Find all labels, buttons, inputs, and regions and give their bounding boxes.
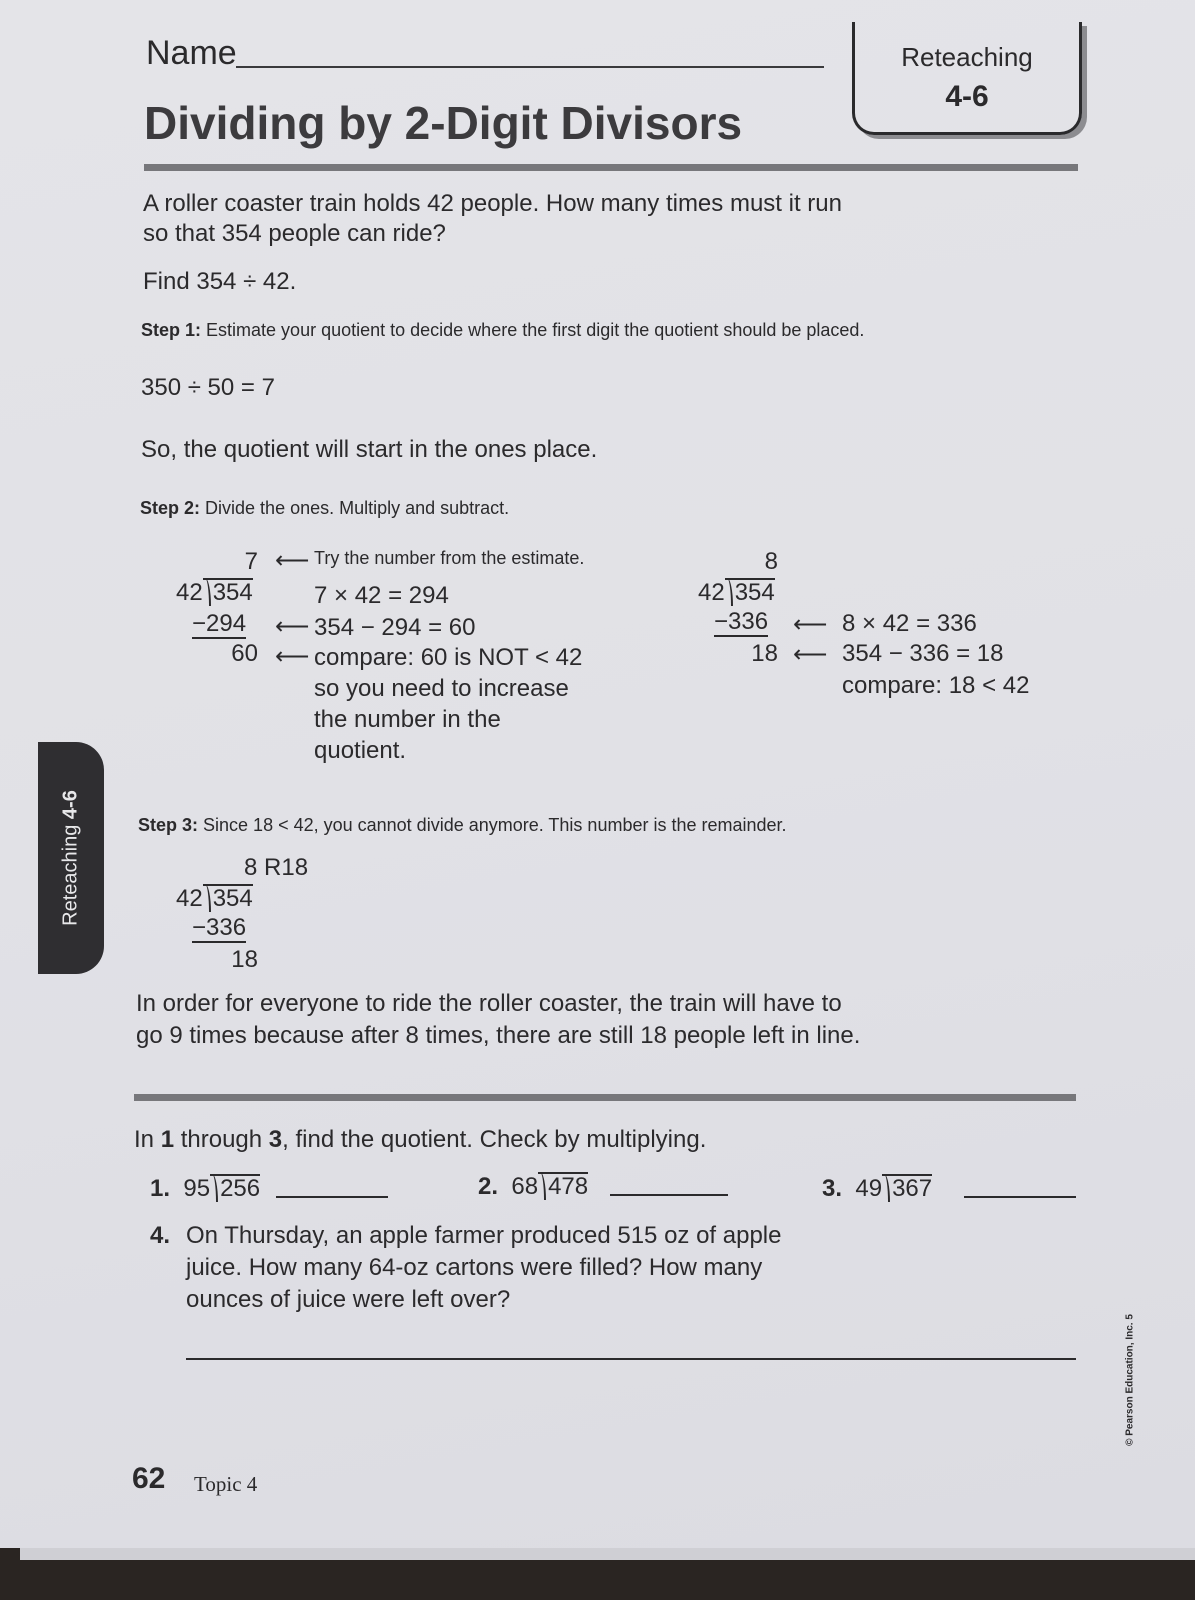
step3-label: Step 3: — [138, 815, 199, 835]
step1-instruction: Estimate your quotient to decide where the first digit the quotient should be placed. — [206, 320, 865, 340]
name-field-line[interactable] — [236, 66, 824, 68]
find-expression: Find 354 ÷ 42. — [143, 268, 297, 295]
side-tab-number: 4-6 — [59, 790, 82, 820]
side-tab-text: Reteaching — [59, 819, 82, 926]
instruction-text: In — [134, 1126, 161, 1153]
arrow-icon: ⟵ — [275, 613, 310, 640]
step2-left-subtract — [192, 610, 246, 638]
side-tab — [38, 742, 104, 974]
step1-text — [141, 320, 864, 341]
badge-label: Reteaching — [901, 42, 1033, 72]
divisor: 42 — [176, 579, 203, 606]
exercise-number: 1. — [150, 1175, 171, 1202]
arrow-icon: ⟵ — [793, 611, 828, 638]
divisor: 49 — [855, 1175, 883, 1202]
step2-right-division — [698, 578, 775, 607]
step1-estimate: 350 ÷ 50 = 7 — [141, 374, 275, 401]
exercise-2 — [478, 1172, 588, 1201]
compare-line-1: compare: 60 is NOT < 42 — [314, 644, 583, 671]
step2-left-remainder: 60 — [231, 640, 258, 667]
side-tab-label — [60, 790, 83, 926]
intro-line-1: A roller coaster train holds 42 people. How many times must it run — [143, 190, 842, 217]
dividend: 256 — [210, 1174, 260, 1202]
arrow-icon: ⟵ — [793, 641, 828, 668]
arrow-icon: ⟵ — [275, 547, 310, 574]
step3-instruction: Since 18 < 42, you cannot divide anymore. This number is the remainder. — [203, 815, 787, 835]
topic-label: Topic 4 — [194, 1472, 258, 1496]
step2-text — [140, 498, 509, 519]
answer-line-3[interactable] — [964, 1196, 1076, 1198]
page-title: Dividing by 2-Digit Divisors — [144, 97, 743, 149]
step2-right-compare: compare: 18 < 42 — [842, 672, 1030, 699]
step2-right-subtract — [714, 608, 768, 636]
step3-remainder: 18 — [231, 946, 258, 973]
page-number: 62 — [132, 1462, 166, 1495]
exercise-1 — [150, 1174, 260, 1203]
exercise-divider — [134, 1094, 1076, 1101]
step2-right-remainder-note: 354 − 336 = 18 — [842, 640, 1004, 667]
instruction-number: 1 — [160, 1126, 175, 1153]
divisor: 42 — [698, 579, 725, 606]
step2-try-note: Try the number from the estimate. — [314, 548, 585, 568]
word-problem-line-2: juice. How many 64-oz cartons were filled? How many — [186, 1254, 763, 1281]
step1-label: Step 1: — [141, 320, 202, 340]
compare-line-4: quotient. — [314, 737, 407, 764]
step1-conclusion: So, the quotient will start in the ones place. — [141, 436, 598, 463]
subtract-value: −294 — [192, 610, 247, 637]
divisor: 95 — [183, 1175, 211, 1202]
instruction-text: , find the quotient. Check by multiplying. — [282, 1126, 707, 1153]
divisor: 42 — [176, 885, 203, 912]
dividend: 354 — [203, 578, 253, 606]
step2-right-subtract-note: 8 × 42 = 336 — [842, 610, 977, 637]
compare-line-3: the number in the — [314, 706, 501, 733]
arrow-icon: ⟵ — [275, 643, 310, 670]
instruction-number: 3 — [268, 1126, 283, 1153]
answer-line-4[interactable] — [186, 1358, 1076, 1360]
word-problem-line-1: On Thursday, an apple farmer produced 515 oz of apple — [186, 1222, 782, 1249]
answer-line-2[interactable] — [610, 1194, 728, 1196]
step3-division — [176, 884, 253, 913]
step2-product-line: 7 × 42 = 294 — [314, 582, 449, 609]
word-problem-line-3: ounces of juice were left over? — [186, 1286, 511, 1313]
name-label: Name — [146, 34, 237, 72]
dividend: 354 — [203, 884, 253, 912]
step2-instruction: Divide the ones. Multiply and subtract. — [205, 498, 510, 518]
step2-left-division — [176, 578, 253, 607]
step2-right-remainder: 18 — [751, 640, 778, 667]
instruction-text: through — [174, 1126, 269, 1153]
exercise-3 — [822, 1174, 932, 1203]
subtract-value: −336 — [714, 608, 769, 635]
dividend: 478 — [538, 1172, 588, 1200]
step3-text — [138, 815, 787, 836]
intro-line-2: so that 354 people can ride? — [143, 220, 446, 247]
step3-quotient: 8 R18 — [244, 854, 309, 881]
header-divider — [144, 164, 1078, 171]
exercise-instruction — [134, 1126, 706, 1154]
exercise-number: 3. — [822, 1175, 843, 1202]
answer-line-1[interactable] — [276, 1196, 388, 1198]
exercise-number: 2. — [478, 1173, 499, 1200]
step2-left-quotient: 7 — [244, 548, 258, 575]
step2-right-quotient: 8 — [764, 548, 778, 575]
lesson-badge — [852, 22, 1082, 135]
exercise-4-number: 4. — [150, 1222, 171, 1249]
step2-label: Step 2: — [140, 498, 201, 518]
step2-subtract-note: 354 − 294 = 60 — [314, 614, 476, 641]
conclusion-line-1: In order for everyone to ride the roller coaster, the train will have to — [136, 990, 842, 1017]
step3-subtract — [192, 914, 246, 942]
subtract-value: −336 — [192, 914, 247, 941]
divisor: 68 — [511, 1173, 539, 1200]
badge-number: 4-6 — [945, 80, 989, 113]
copyright-notice: © Pearson Education, Inc. 5 — [1124, 1314, 1136, 1446]
compare-line-2: so you need to increase — [314, 675, 569, 702]
dividend: 367 — [882, 1174, 932, 1202]
conclusion-line-2: go 9 times because after 8 times, there are still 18 people left in line. — [136, 1022, 861, 1049]
dividend: 354 — [725, 578, 775, 606]
